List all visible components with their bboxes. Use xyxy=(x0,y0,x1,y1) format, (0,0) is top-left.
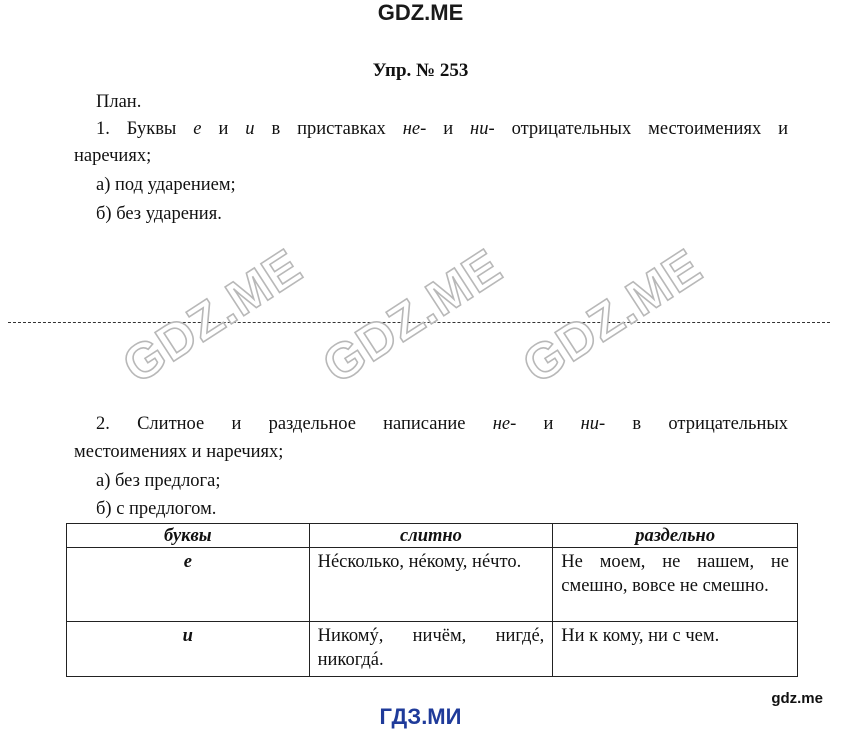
word: и xyxy=(778,119,789,139)
row-letter: и xyxy=(67,622,310,677)
word: 2. xyxy=(96,414,110,434)
word: и xyxy=(231,414,242,434)
watermark-2: GDZ.ME xyxy=(312,237,512,395)
word: Буквы xyxy=(126,119,177,139)
word: в xyxy=(271,119,281,139)
spelling-table xyxy=(66,523,798,677)
plan-item-2-line-1 xyxy=(74,411,788,437)
plan-item-2-line-2: местоимениях и наречиях; xyxy=(74,442,284,462)
word: и xyxy=(245,119,255,139)
table-row xyxy=(67,548,798,622)
plan-item-2-b: б) с предлогом. xyxy=(96,499,217,519)
word: местоимениях xyxy=(648,119,762,139)
word: отрицательных xyxy=(668,414,789,434)
word: и xyxy=(218,119,229,139)
site-logo-bottom[interactable]: ГДЗ.МИ xyxy=(379,704,462,729)
exercise-title: Упр. № 253 xyxy=(372,60,469,81)
word: и xyxy=(543,414,554,434)
row-merged: Нéсколько, нéкому, нéчто. xyxy=(309,548,553,622)
row-separate: Не моем, не нашем, не смешно, вовсе не смешно. xyxy=(553,548,798,622)
plan-item-1-a: а) под ударением; xyxy=(96,175,236,195)
plan-item-1-line-1 xyxy=(74,116,788,142)
word: ни- xyxy=(580,414,606,434)
table-header-row xyxy=(67,524,798,548)
header-letters: буквы xyxy=(67,524,310,548)
plan-item-1-line-2: наречиях; xyxy=(74,146,152,166)
plan-item-2-a: а) без предлога; xyxy=(96,471,221,491)
watermark-3: GDZ.ME xyxy=(512,237,712,395)
word: написание xyxy=(383,414,466,434)
row-merged: Никомý, ничём, нигдé, никогдá. xyxy=(309,622,553,677)
word: в xyxy=(632,414,642,434)
word: раздельное xyxy=(268,414,356,434)
word: ни- xyxy=(470,119,495,139)
word: 1. xyxy=(96,119,110,139)
word: приставках xyxy=(297,119,386,139)
header-separate: раздельно xyxy=(553,524,798,548)
row-separate: Ни к кому, ни с чем. xyxy=(553,622,798,677)
row-letter: е xyxy=(67,548,310,622)
word: и xyxy=(443,119,454,139)
site-logo-top[interactable]: GDZ.ME xyxy=(377,0,464,25)
watermark-1: GDZ.ME xyxy=(112,237,312,395)
word: отрицательных xyxy=(511,119,632,139)
word: е xyxy=(193,119,202,139)
word: Слитное xyxy=(137,414,205,434)
site-link-bottom-right[interactable]: gdz.me xyxy=(771,690,823,707)
word: не- xyxy=(402,119,427,139)
plan-heading: План. xyxy=(96,92,142,112)
header-merged: слитно xyxy=(309,524,553,548)
plan-item-1-b: б) без ударения. xyxy=(96,204,222,224)
word: не- xyxy=(492,414,517,434)
table-row xyxy=(67,622,798,677)
